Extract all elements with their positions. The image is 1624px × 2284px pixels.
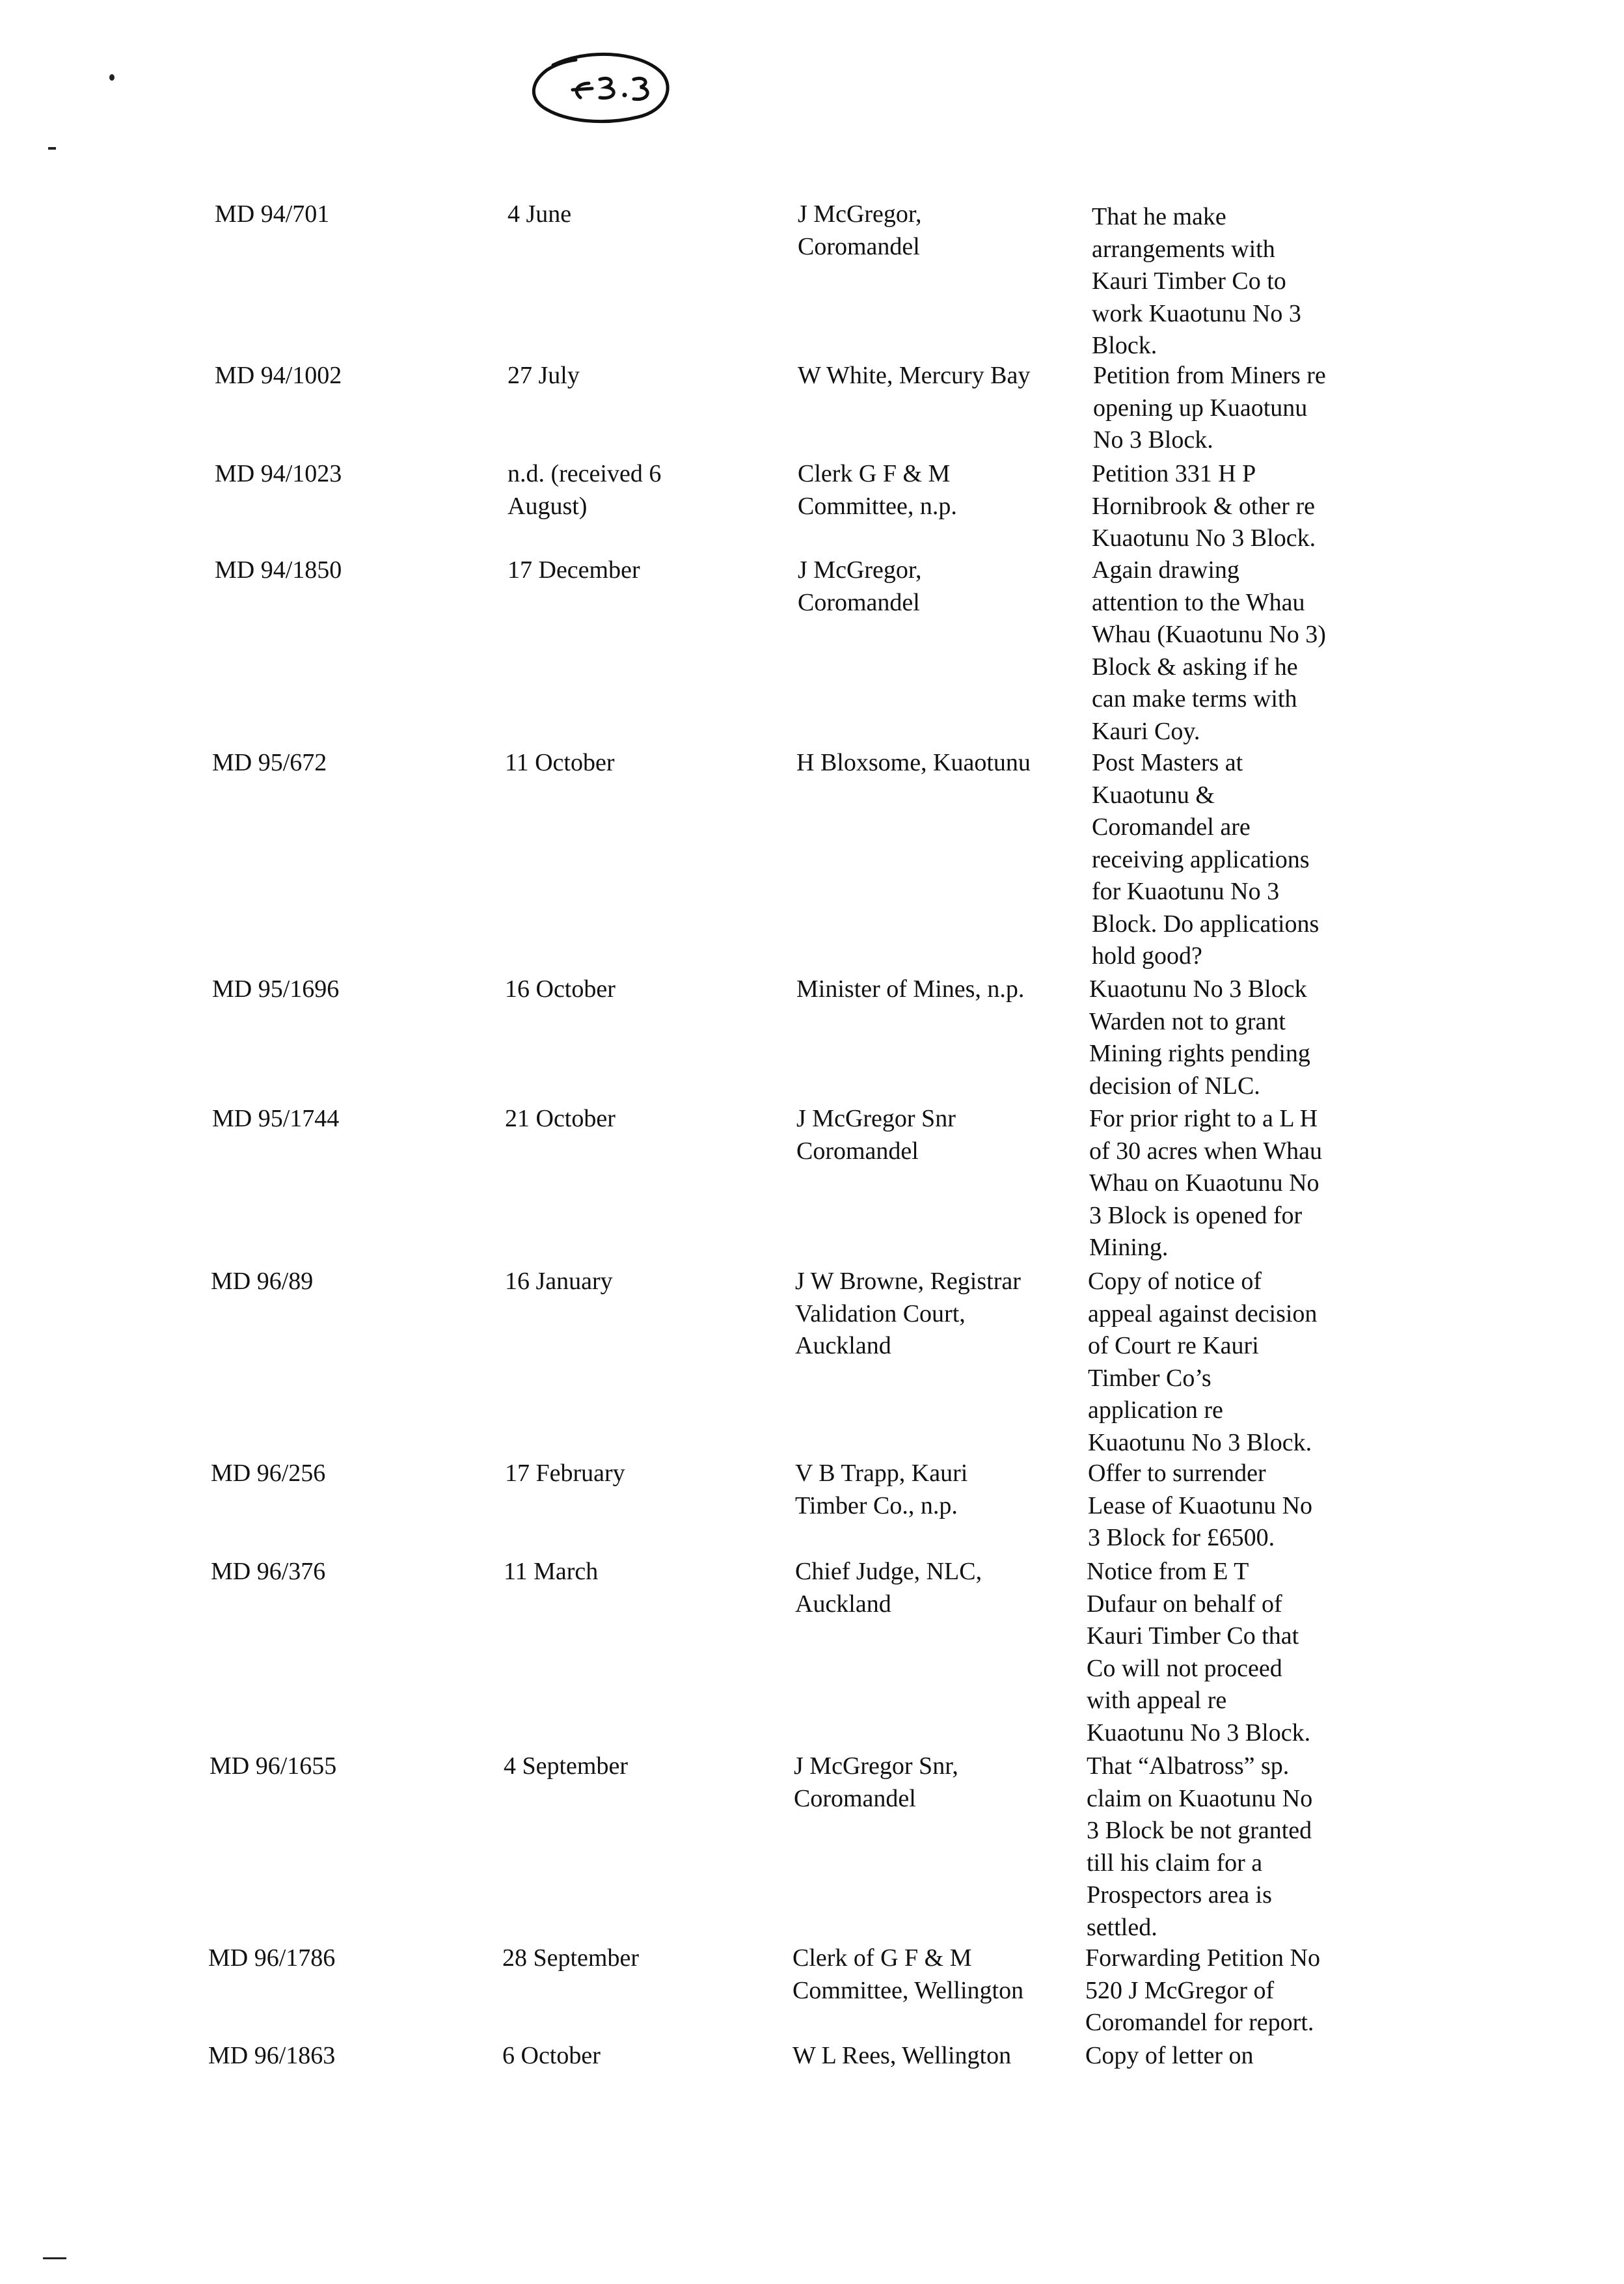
reference-number: MD 96/89 <box>211 1268 314 1295</box>
reference-number: MD 95/1744 <box>212 1105 340 1132</box>
reference-number: MD 94/1850 <box>215 556 342 584</box>
description: Offer to surrender Lease of Kuaotunu No 3 Block for £6500. <box>1088 1460 1313 1551</box>
description: Petition 331 H P Hornibrook & other re Kuaotunu No 3 Block. <box>1092 460 1316 552</box>
correspondent: V B Trapp, Kauri Timber Co., n.p. <box>795 1460 968 1519</box>
description: Forwarding Petition No 520 J McGregor of Coromandel for report. <box>1085 1944 1320 2036</box>
scan-speck <box>48 147 56 150</box>
reference-number: MD 95/1696 <box>212 975 340 1003</box>
reference-number: MD 96/1863 <box>208 2042 336 2069</box>
correspondent: W White, Mercury Bay <box>798 362 1031 389</box>
date: 16 January <box>505 1268 613 1295</box>
correspondent: J McGregor Snr Coromandel <box>796 1105 956 1165</box>
date: 4 September <box>504 1752 629 1780</box>
scan-speck <box>109 74 115 81</box>
reference-number: MD 96/376 <box>211 1558 326 1585</box>
correspondent: J W Browne, Registrar Validation Court, Auckland <box>795 1268 1021 1359</box>
date: 17 February <box>505 1460 625 1487</box>
correspondent: H Bloxsome, Kuaotunu <box>796 749 1031 776</box>
description: That he make arrangements with Kauri Timber Co to work Kuaotunu No 3 Block. <box>1092 203 1301 359</box>
correspondent: Minister of Mines, n.p. <box>796 975 1025 1003</box>
date: n.d. (received 6 August) <box>508 460 662 520</box>
date: 17 December <box>508 556 640 584</box>
correspondent: J McGregor Snr, Coromandel <box>794 1752 958 1812</box>
reference-number: MD 94/1023 <box>215 460 342 487</box>
reference-number: MD 96/1655 <box>210 1752 337 1780</box>
correspondent: Chief Judge, NLC, Auckland <box>795 1558 982 1618</box>
description: Petition from Miners re opening up Kuaotunu No 3 Block. <box>1093 362 1326 454</box>
date: 11 March <box>504 1558 599 1585</box>
reference-number: MD 96/256 <box>211 1460 326 1487</box>
date: 11 October <box>505 749 615 776</box>
description: Copy of notice of appeal against decision of Court re Kauri Timber Co’s application re Kuaotunu No 3 Block. <box>1088 1268 1318 1456</box>
description: Copy of letter on <box>1085 2042 1254 2069</box>
description: Notice from E T Dufaur on behalf of Kauri Timber Co that Co will not proceed with appeal re Kuaotunu No 3 Block. <box>1087 1558 1311 1747</box>
reference-number: MD 94/1002 <box>215 362 342 389</box>
date: 21 October <box>505 1105 616 1132</box>
reference-number: MD 94/701 <box>215 200 330 228</box>
description: Kuaotunu No 3 Block Warden not to grant Mining rights pending decision of NLC. <box>1089 975 1310 1100</box>
description: Post Masters at Kuaotunu & Coromandel are receiving applications for Kuaotunu No 3 Block. Do applications hold good? <box>1092 749 1320 970</box>
date: 6 October <box>502 2042 601 2069</box>
handwritten-file-stamp <box>527 46 677 130</box>
date: 28 September <box>502 1944 640 1972</box>
date: 27 July <box>508 362 580 389</box>
reference-number: MD 96/1786 <box>208 1944 336 1972</box>
correspondent: W L Rees, Wellington <box>792 2042 1012 2069</box>
correspondent: J McGregor, Coromandel <box>798 556 922 616</box>
date: 4 June <box>508 200 572 228</box>
correspondent: Clerk of G F & M Committee, Wellington <box>792 1944 1024 2004</box>
description: For prior right to a L H of 30 acres when Whau Whau on Kuaotunu No 3 Block is opened for Mining. <box>1089 1105 1323 1261</box>
correspondent: Clerk G F & M Committee, n.p. <box>798 460 957 520</box>
description: Again drawing attention to the Whau Whau (Kuaotunu No 3) Block & asking if he can make terms with Kauri Coy. <box>1092 556 1326 745</box>
correspondent: J McGregor, Coromandel <box>798 200 922 260</box>
scan-speck <box>43 2257 66 2259</box>
date: 16 October <box>505 975 616 1003</box>
description: That “Albatross” sp. claim on Kuaotunu No 3 Block be not granted till his claim for a Prospectors area is settled. <box>1087 1752 1313 1941</box>
reference-number: MD 95/672 <box>212 749 327 776</box>
